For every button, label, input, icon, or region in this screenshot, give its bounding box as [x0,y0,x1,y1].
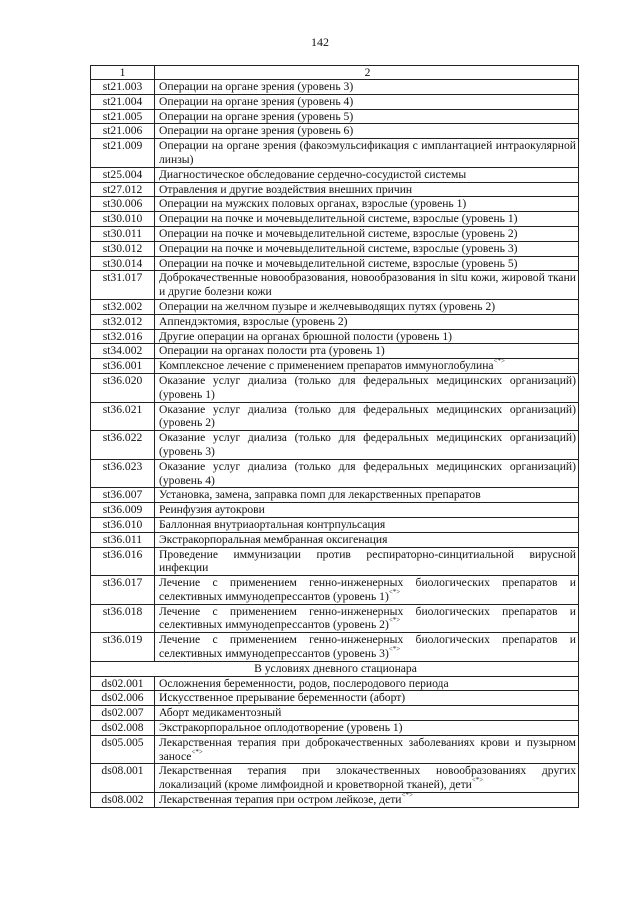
table-row [91,604,579,633]
row-description: Операции на органе зрения (уровень 3) [159,80,354,93]
row-code: st32.002 [91,299,155,314]
row-code: st32.016 [91,329,155,344]
table-row [91,706,579,721]
row-description-cell [155,735,579,764]
row-code: st27.012 [91,182,155,197]
row-code: st34.002 [91,344,155,359]
row-description-cell [155,329,579,344]
row-description-cell [155,793,579,808]
table-row [91,691,579,706]
row-code: st36.021 [91,402,155,431]
table-row [91,197,579,212]
row-description-cell [155,109,579,124]
footnote-mark: <*> [493,357,505,366]
row-description-cell [155,226,579,241]
section-title: В условиях дневного стационара [91,661,579,676]
row-description: Проведение иммунизации против респираторно-синцитиальной вирусной инфекции [159,547,576,575]
row-code: st30.010 [91,212,155,227]
footnote-mark: <*> [388,587,401,596]
row-description-cell [155,764,579,793]
row-description: Операции на почке и мочевыделительной системе, взрослые (уровень 1) [159,212,518,226]
footnote-mark: <*> [191,747,203,756]
table-row [91,488,579,503]
table-row [91,676,579,691]
table-row [91,402,579,431]
row-description-cell [155,299,579,314]
row-code: ds02.001 [91,676,155,691]
table-row [91,212,579,227]
row-description-cell [155,503,579,518]
row-description: Осложнения беременности, родов, послеродового периода [159,676,449,690]
row-description-cell [155,256,579,271]
row-description-cell [155,459,579,488]
row-code: st21.006 [91,124,155,139]
row-code: st36.007 [91,488,155,503]
row-description: Комплексное лечение с применением препаратов иммуноглобулина [159,359,494,373]
row-description-cell [155,94,579,109]
table-row [91,764,579,793]
row-description: Лекарственная терапия при остром лейкозе, дети [159,793,402,807]
row-description-cell [155,212,579,227]
row-code: st36.022 [91,431,155,460]
row-code: st30.006 [91,197,155,212]
row-code: st21.005 [91,109,155,124]
row-code: st21.004 [91,94,155,109]
row-code: ds08.001 [91,764,155,793]
row-description-cell [155,488,579,503]
row-description: Операции на органах полости рта (уровень 1) [159,344,385,358]
row-code: ds08.002 [91,793,155,808]
row-description: Лечение с применением генно-инженерных биологических препаратов и селективных иммунодепрессантов (уровень 1) [159,576,576,603]
row-description-cell [155,197,579,212]
row-code: st30.014 [91,256,155,271]
row-description-cell [155,532,579,547]
row-description: Оказание услуг диализа (только для федеральных медицинских организаций) (уровень 1) [159,373,576,401]
row-description-cell [155,80,579,95]
row-description-cell [155,547,579,576]
row-description: Операции на желчном пузыре и желчевыводящих путях (уровень 2) [159,299,496,313]
table-row [91,299,579,314]
table-row [91,256,579,271]
table-row [91,793,579,808]
row-code: st25.004 [91,167,155,182]
row-description: Оказание услуг диализа (только для федеральных медицинских организаций) (уровень 2) [159,402,576,430]
table-row [91,532,579,547]
row-description: Операции на органе зрения (уровень 4) [159,94,354,108]
row-code: st36.009 [91,503,155,518]
row-description-cell [155,124,579,139]
row-code: st31.017 [91,271,155,300]
row-description: Операции на органе зрения (уровень 5) [159,109,354,123]
row-code: st21.009 [91,139,155,168]
row-description: Оказание услуг диализа (только для федеральных медицинских организаций) (уровень 3) [159,431,576,458]
table-row [91,80,579,95]
table-row [91,344,579,359]
row-description-cell [155,359,579,374]
table-row [91,633,579,662]
row-description: Операции на почке и мочевыделительной системе, взрослые (уровень 2) [159,226,518,240]
tariff-table [90,65,579,808]
row-code: st36.001 [91,359,155,374]
row-description-cell [155,167,579,182]
row-description-cell [155,182,579,197]
row-description: Аборт медикаментозный [159,706,282,720]
table-row [91,459,579,488]
row-code: ds02.008 [91,721,155,736]
row-description: Операции на мужских половых органах, взрослые (уровень 1) [159,197,467,211]
row-code: ds02.006 [91,691,155,706]
row-code: st32.012 [91,314,155,329]
row-description: Реинфузия аутокрови [159,503,265,517]
row-description-cell [155,576,579,605]
row-description-cell [155,517,579,532]
row-description: Установка, замена, заправка помп для лекарственных препаратов [159,488,481,502]
row-description-cell [155,604,579,633]
page-number: 142 [311,35,329,49]
row-description: Операции на органе зрения (факоэмульсификация с имплантацией интраокулярной линзы) [159,139,576,166]
row-description: Операции на органе зрения (уровень 6) [159,124,354,138]
row-description: Оказание услуг диализа (только для федеральных медицинских организаций) (уровень 4) [159,459,576,487]
column-header-1: 1 [91,66,155,80]
table-row [91,503,579,518]
table-row [91,94,579,109]
row-description-cell [155,402,579,431]
row-description: Диагностическое обследование сердечно-сосудистой системы [159,167,467,181]
footnote-mark: <*> [388,645,401,654]
table-row [91,431,579,460]
table-row [91,359,579,374]
row-code: st36.010 [91,517,155,532]
table-row [91,329,579,344]
table-row [91,271,579,300]
row-description: Операции на почке и мочевыделительной системе, взрослые (уровень 5) [159,256,518,270]
footnote-mark: <*> [388,616,401,625]
row-description: Баллонная внутриаортальная контрпульсация [159,517,386,531]
table-row [91,576,579,605]
row-description-cell [155,241,579,256]
row-description: Лечение с применением генно-инженерных биологических препаратов и селективных иммунодепрессантов (уровень 2) [159,604,576,632]
row-code: st21.003 [91,80,155,95]
table-row [91,314,579,329]
row-description-cell [155,706,579,721]
row-code: st30.011 [91,226,155,241]
footnote-mark: <*> [401,791,413,800]
row-description-cell [155,431,579,460]
row-description: Операции на почке и мочевыделительной системе, взрослые (уровень 3) [159,241,518,255]
row-description: Отравления и другие воздействия внешних причин [159,182,413,196]
row-code: st36.020 [91,373,155,402]
row-description: Лечение с применением генно-инженерных биологических препаратов и селективных иммунодепрессантов (уровень 3) [159,633,576,661]
row-description: Искусственное прерывание беременности (аборт) [159,691,406,705]
table-row [91,109,579,124]
row-description-cell [155,344,579,359]
table-row [91,735,579,764]
footnote-mark: <*> [471,776,484,785]
table-row [91,373,579,402]
row-description-cell [155,721,579,736]
row-description: Другие операции на органах брюшной полости (уровень 1) [159,329,453,343]
table-row [91,182,579,197]
table-row [91,517,579,532]
row-code: st36.017 [91,576,155,605]
row-code: st36.011 [91,532,155,547]
row-code: st36.023 [91,459,155,488]
row-code: ds05.005 [91,735,155,764]
table-row [91,167,579,182]
row-description-cell [155,271,579,300]
column-header-2: 2 [155,66,579,80]
table-row [91,139,579,168]
row-description-cell [155,691,579,706]
table-header-row [91,66,579,80]
row-description-cell [155,676,579,691]
row-description-cell [155,314,579,329]
row-description-cell [155,139,579,168]
table-row [91,721,579,736]
table-body [91,66,579,808]
row-code: st36.016 [91,547,155,576]
table-row [91,547,579,576]
row-code: st36.018 [91,604,155,633]
section-row [91,661,579,676]
row-description-cell [155,373,579,402]
row-description: Аппендэктомия, взрослые (уровень 2) [159,314,348,328]
row-code: st36.019 [91,633,155,662]
row-code: st30.012 [91,241,155,256]
table-row [91,226,579,241]
row-description: Лекарственная терапия при злокачественных новообразованиях других локализаций (кроме лимфоидной и кроветворной тканей), дети [159,764,576,792]
table-row [91,124,579,139]
row-description: Экстракорпоральное оплодотворение (уровень 1) [159,721,403,735]
row-description: Доброкачественные новообразования, новообразования in situ кожи, жировой ткани и другие болезни кожи [159,271,576,299]
row-description: Экстракорпоральная мембранная оксигенация [159,532,388,546]
table-row [91,241,579,256]
row-description: Лекарственная терапия при доброкачественных заболеваниях крови и пузырном заносе [159,735,576,763]
row-description-cell [155,633,579,662]
row-code: ds02.007 [91,706,155,721]
